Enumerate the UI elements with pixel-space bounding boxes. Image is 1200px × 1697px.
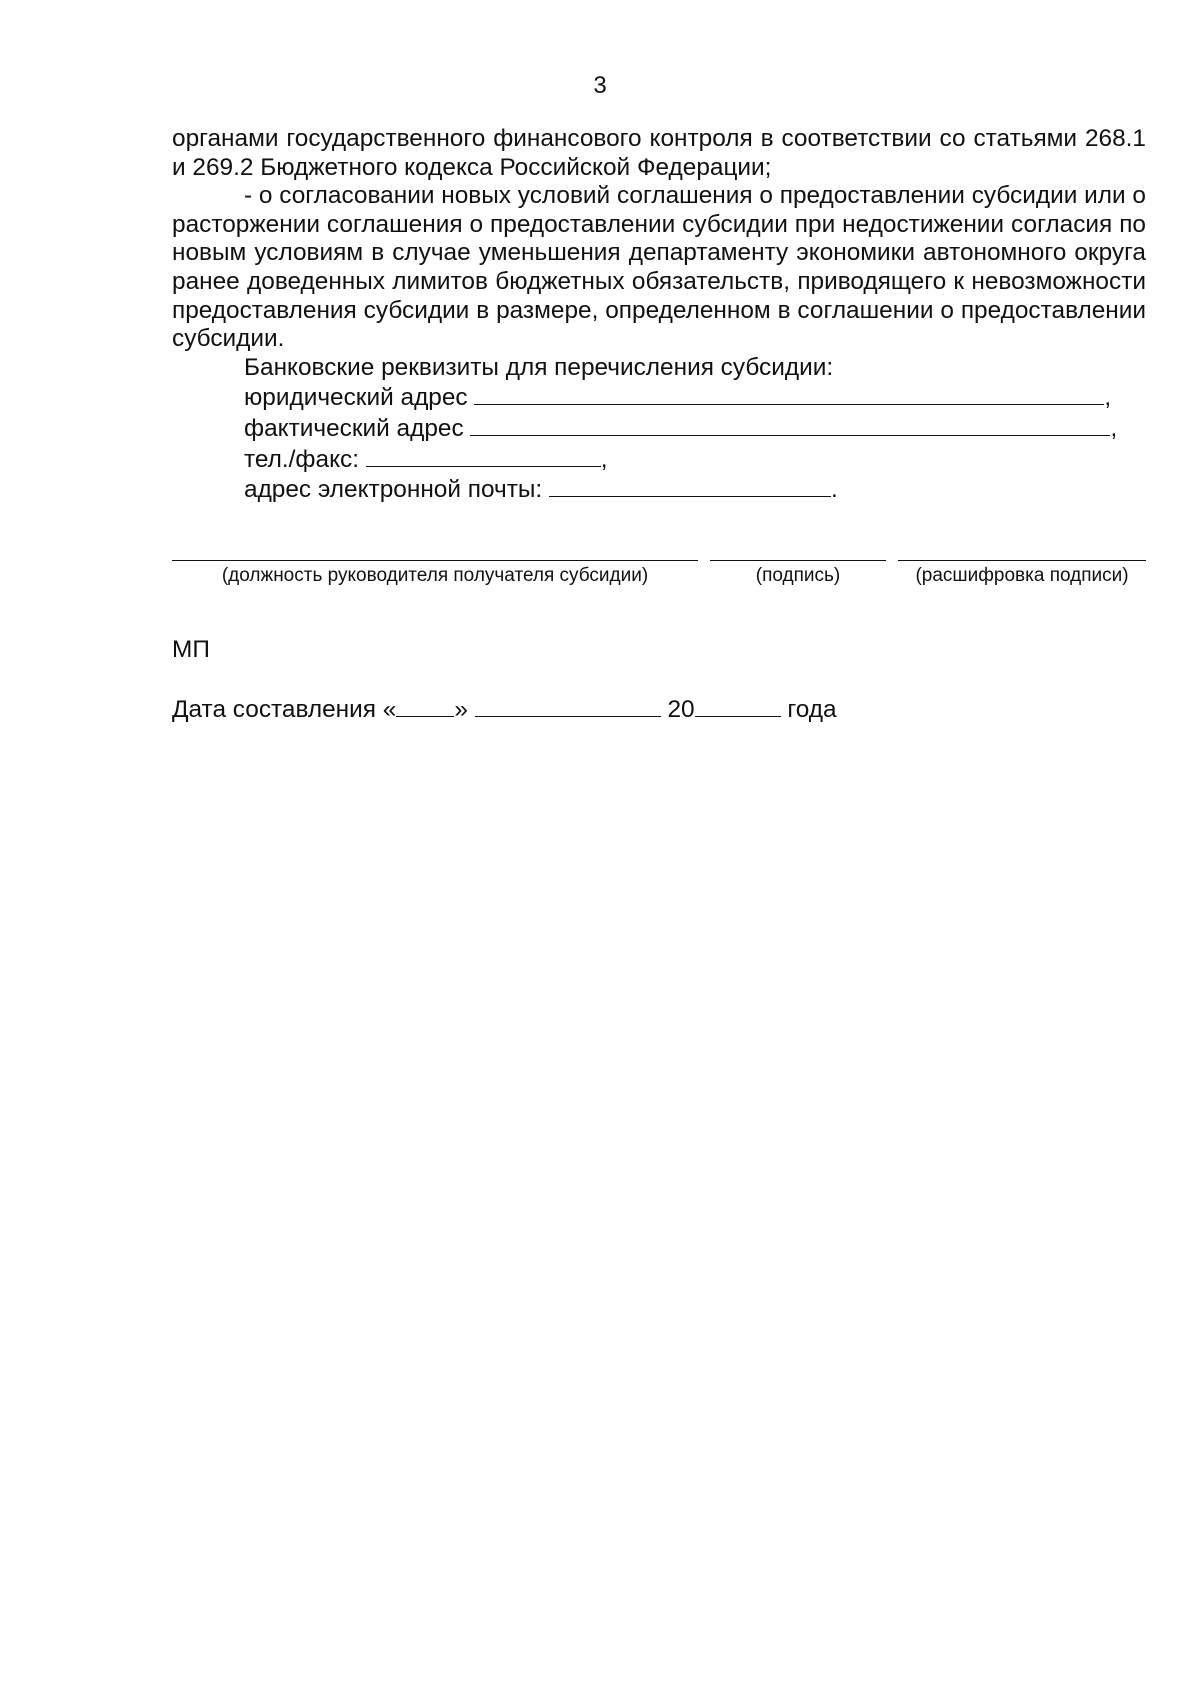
actual-address-blank[interactable] [470, 413, 1110, 436]
email-label: адрес электронной почты: [244, 476, 543, 504]
stamp-label: МП [172, 636, 210, 663]
date-century: 20 [667, 696, 695, 723]
date-of-compilation [172, 694, 837, 724]
email-blank[interactable] [549, 474, 831, 497]
email-row [244, 474, 1146, 505]
bank-details-heading: Банковские реквизиты для перечисления субсидии: [244, 353, 834, 381]
decoding-caption: (расшифровка подписи) [915, 565, 1129, 586]
decoding-line[interactable] [898, 560, 1146, 588]
legal-address-comma: , [1104, 384, 1112, 412]
signature-caption: (подпись) [755, 565, 841, 586]
position-caption: (должность руководителя получателя субсидии) [221, 565, 649, 586]
legal-address-label: юридический адрес [244, 384, 468, 412]
actual-address-comma: , [1110, 414, 1118, 442]
page-number: 3 [593, 72, 607, 99]
email-period: . [830, 476, 838, 504]
paragraph-agreement-terms: - о согласовании новых условий соглашения о предоставлении субсидии или о расторжении соглашения о предоставлении субсидии при недостижении согласия по новым условиям в случае уменьшения департаменту экономики автономного округа ранее доведенных лимитов бюджетных обязательств, приводящего к невозможности предоставления субсидии в размере, определенном в соглашении о предоставлении субсидии. [172, 182, 1146, 353]
legal-address-row [244, 382, 1146, 413]
month-blank[interactable] [475, 694, 661, 717]
actual-address-row [244, 413, 1146, 444]
paragraph-control-bodies: органами государственного финансового контроля в соответствии со статьями 268.1 и 269.2 Бюджетного кодекса Российской Федерации; [172, 125, 1146, 181]
date-label: Дата составления « [172, 696, 397, 723]
document-body [172, 125, 1146, 505]
actual-address-label: фактический адрес [244, 414, 464, 442]
year-word: года [787, 696, 837, 723]
phone-fax-label: тел./факс: [244, 445, 359, 473]
day-blank[interactable] [396, 694, 454, 717]
position-line[interactable] [172, 560, 698, 588]
phone-fax-row [244, 444, 1146, 475]
phone-fax-blank[interactable] [366, 444, 601, 467]
legal-address-blank[interactable] [474, 382, 1104, 405]
signature-line[interactable] [710, 560, 886, 588]
year-blank[interactable] [695, 694, 781, 717]
date-close-quote: » [454, 696, 468, 723]
phone-fax-comma: , [600, 445, 608, 473]
